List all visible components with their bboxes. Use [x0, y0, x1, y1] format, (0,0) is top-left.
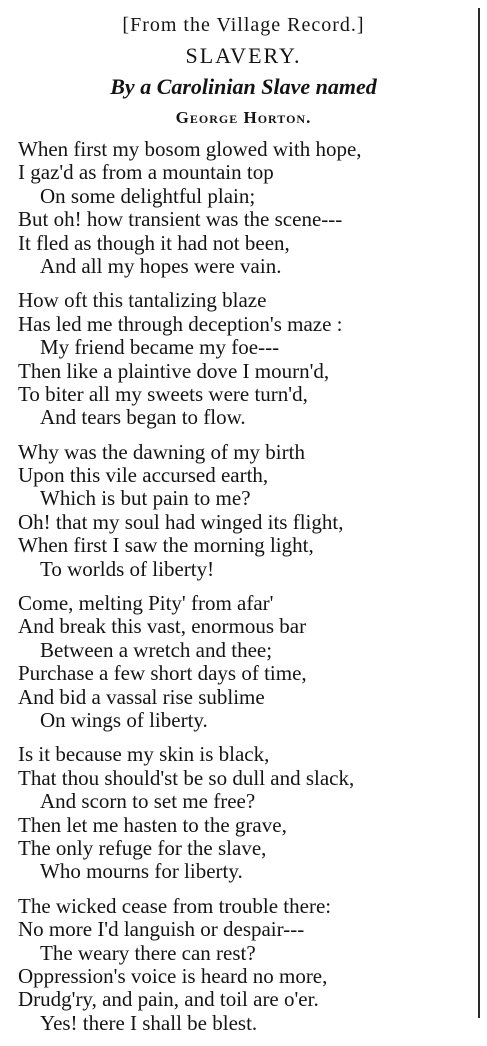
stanza	[18, 895, 473, 1035]
poem-body	[18, 138, 473, 1046]
poem-line: Why was the dawning of my birth	[18, 439, 305, 464]
poem-line: That thou should'st be so dull and slack,	[18, 765, 355, 790]
poem-line: No more I'd languish or despair---	[18, 917, 305, 942]
stanza	[18, 441, 473, 581]
author-name: George Horton.	[175, 108, 312, 127]
poem-line: I gaz'd as from a mountain top	[18, 160, 274, 185]
column-rule	[478, 8, 480, 1018]
source-line: [From the Village Record.]	[122, 14, 365, 36]
poem-title: SLAVERY.	[185, 43, 302, 68]
poem-line: It fled as though it had not been,	[18, 230, 290, 255]
poem-line: Come, melting Pity' from afar'	[18, 591, 274, 616]
poem-line: Oppression's voice is heard no more,	[18, 963, 328, 988]
poem-line: When first I saw the morning light,	[18, 533, 314, 558]
stanza	[18, 289, 473, 429]
poem-line: And scorn to set me free?	[40, 789, 256, 814]
stanza	[18, 592, 473, 732]
poem-line: The only refuge for the slave,	[18, 835, 267, 860]
poem-line: Has led me through deception's maze :	[18, 311, 343, 336]
poem-line: Then let me hasten to the grave,	[18, 812, 287, 837]
poem-line: To worlds of liberty!	[40, 556, 215, 581]
poem-line: On some delightful plain;	[40, 183, 256, 208]
poem-line: Yes! there I shall be blest.	[40, 1010, 258, 1035]
poem-line: Which is but pain to me?	[40, 486, 251, 511]
poem-line: Is it because my skin is black,	[18, 742, 270, 767]
poem-line: Then like a plaintive dove I mourn'd,	[18, 358, 330, 383]
poem-line: The weary there can rest?	[40, 940, 256, 965]
poem-line: On wings of liberty.	[40, 707, 208, 732]
poem-line: Drudg'ry, and pain, and toil are o'er.	[18, 987, 319, 1012]
byline: By a Carolinian Slave named	[110, 74, 377, 99]
poem-line: And bid a vassal rise sublime	[18, 684, 265, 709]
poem-line: And all my hopes were vain.	[40, 253, 282, 278]
poem-line: Oh! that my soul had winged its flight,	[18, 509, 344, 534]
poem-line: My friend became my foe---	[40, 335, 280, 360]
stanza	[18, 138, 473, 278]
poem-line: Who mourns for liberty.	[40, 859, 243, 884]
poem-line: To biter all my sweets were turn'd,	[18, 381, 308, 406]
poem-line: How oft this tantalizing blaze	[18, 288, 267, 313]
poem-line: And break this vast, enormous bar	[18, 614, 307, 639]
poem-line: But oh! how transient was the scene---	[18, 207, 343, 232]
stanza	[18, 743, 473, 883]
poem-line: When first my bosom glowed with hope,	[18, 137, 362, 161]
poem-line: Upon this vile accursed earth,	[18, 463, 269, 488]
poem-line: Between a wretch and thee;	[40, 637, 273, 662]
poem-line: Purchase a few short days of time,	[18, 661, 307, 686]
poem-line: And tears began to flow.	[40, 405, 246, 430]
poem-line: The wicked cease from trouble there:	[18, 893, 332, 918]
